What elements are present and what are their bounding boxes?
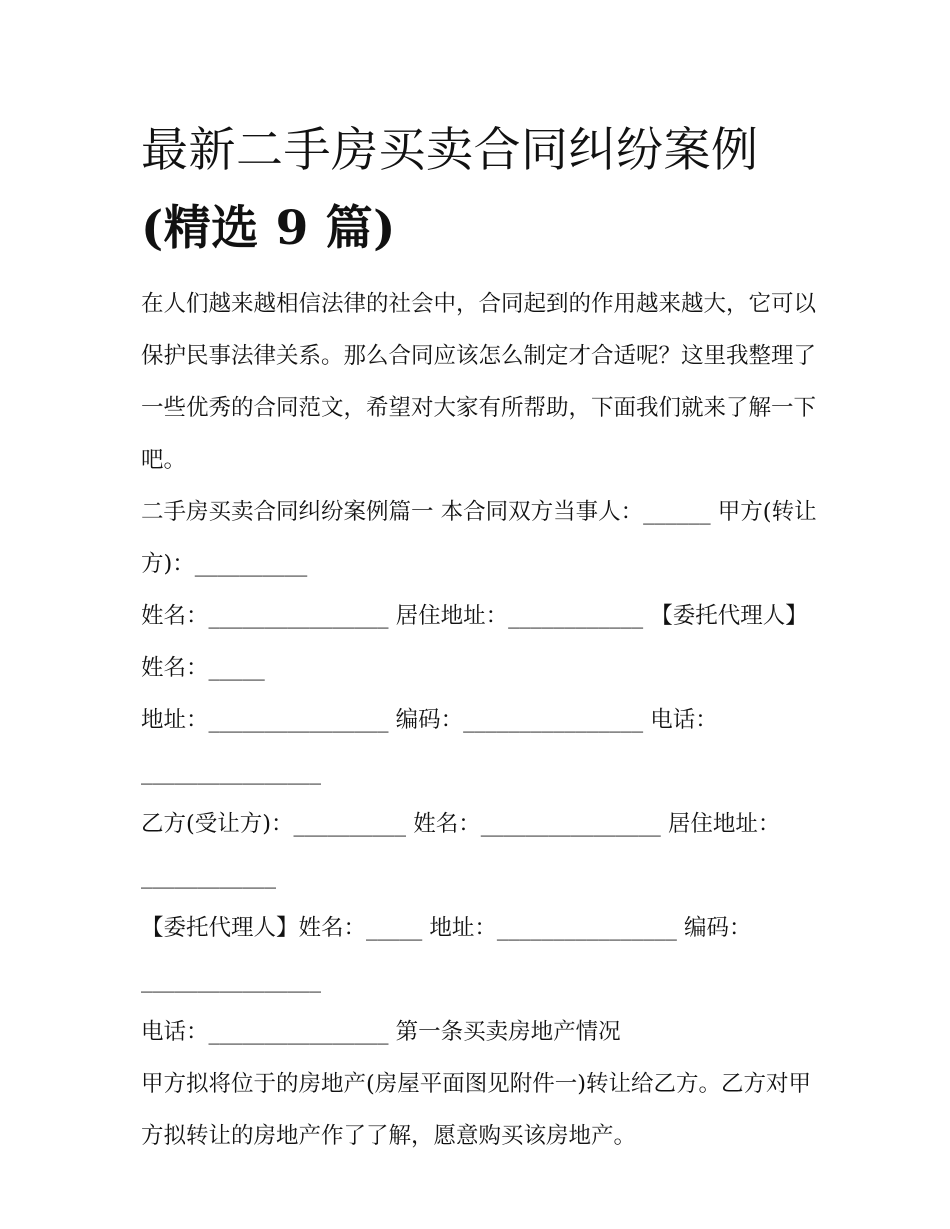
- contract-parties-paragraph: 二手房买卖合同纠纷案例篇一 本合同双方当事人：______ 甲方(转让方)：__________: [141, 499, 817, 577]
- party-a-name-address-paragraph: 姓名：________________ 居住地址：____________ 【委托代理人】姓名：_____: [141, 603, 808, 681]
- party-a-contact-paragraph: 地址：________________ 编码：________________ 电话：________________: [141, 707, 718, 785]
- title-line-1: 最新二手房买卖合同纠纷案例: [141, 123, 759, 178]
- party-b-paragraph: 乙方(受让方)：__________ 姓名：________________ 居住地址：____________: [141, 811, 781, 889]
- document-body: [141, 112, 821, 1162]
- party-b-phone-article-one-paragraph: 电话：________________ 第一条买卖房地产情况: [141, 1019, 621, 1045]
- property-transfer-paragraph: 甲方拟将位于的房地产(房屋平面图见附件一)转让给乙方。乙方对甲方拟转让的房地产作了了解，愿意购买该房地产。: [141, 1071, 812, 1149]
- title-line-2: (精选 9 篇): [141, 201, 396, 256]
- party-b-agent-paragraph: 【委托代理人】姓名：_____ 地址：________________ 编码：________________: [141, 915, 752, 993]
- intro-paragraph: 在人们越来越相信法律的社会中，合同起到的作用越来越大，它可以保护民事法律关系。那么合同应该怎么制定才合适呢？这里我整理了一些优秀的合同范文，希望对大家有所帮助，下面我们就来了解一下吧。: [141, 291, 817, 473]
- document-title: [141, 112, 821, 268]
